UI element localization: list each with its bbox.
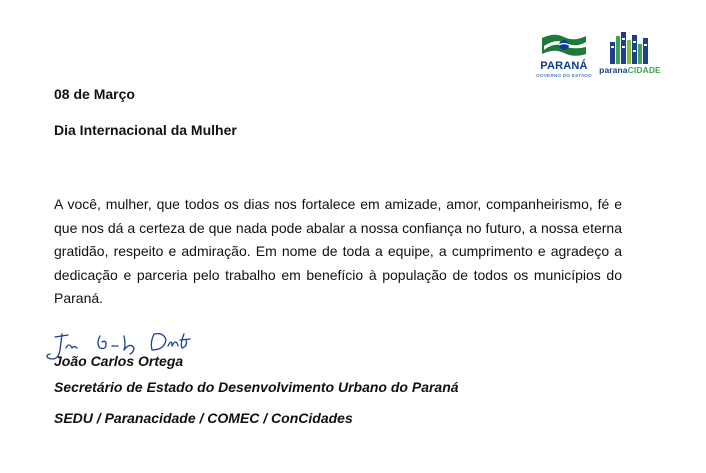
letter-subject: Dia Internacional da Mulher: [54, 122, 237, 138]
parana-flag-icon: [540, 32, 588, 60]
signer-name: João Carlos Ortega: [54, 353, 184, 369]
signer-organizations: SEDU / Paranacidade / COMEC / ConCidades: [54, 410, 353, 426]
city-buildings-icon: [610, 32, 650, 64]
signer-role: Secretário de Estado do Desenvolvimento Urbano do Paraná: [54, 379, 459, 395]
paranacidade-logo: [598, 32, 662, 78]
parana-logo-subtitle: GOVERNO DO ESTADO: [536, 73, 592, 78]
parana-logo-name: PARANÁ: [540, 60, 588, 72]
letter-body: A você, mulher, que todos os dias nos fortalece em amizade, amor, companheirismo, fé e que nos dá a certeza de que nada pode abalar a nossa confiança no futuro, a nossa eterna gratidão, respeito e admiração. Em nome de toda a equipe, a cumprimento e agradeço a dedicação e parceria pelo trabalho em benefício à população de todos os municípios do Paraná.: [54, 196, 622, 306]
letter-date: 08 de Março: [54, 86, 135, 102]
parana-government-logo: [536, 32, 592, 78]
paranacidade-logo-name: paranaCIDADE: [599, 65, 661, 75]
